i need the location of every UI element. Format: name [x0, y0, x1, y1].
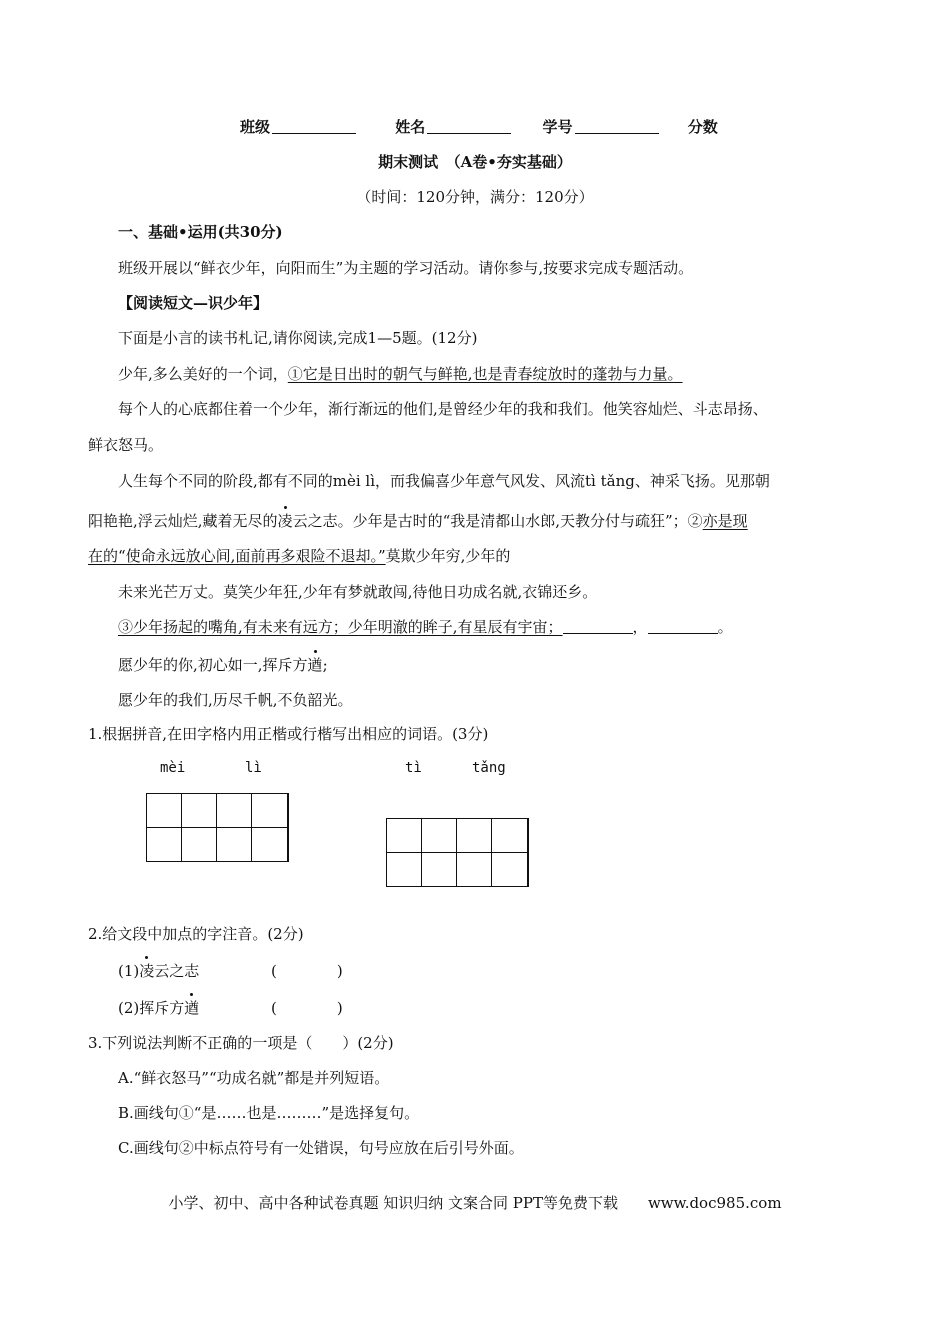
underlined-sentence-2: 亦是现: [702, 512, 748, 530]
q2-answer-1[interactable]: ( ): [271, 962, 343, 980]
id-blank[interactable]: [575, 117, 659, 134]
passage-text: ，: [632, 618, 648, 636]
passage-text: 莫欺少年穷,少年的: [385, 547, 511, 565]
passage-line-2: 每个人的心底都住着一个少年，渐行渐远的他们,是曾经少年的我和我们。他笑容灿烂、斗志昂扬、: [118, 400, 768, 418]
passage-line-9: [118, 655, 328, 675]
q3-option-c: C.画线句②中标点符号有一处错误，句号应放在后引号外面。: [118, 1139, 524, 1157]
question-3: 3.下列说法判断不正确的一项是（ ）(2分): [88, 1034, 394, 1052]
q3-option-a: A.“鲜衣怒马”“功成名就”都是并列短语。: [118, 1069, 390, 1087]
item-text: (2)挥斥方: [118, 999, 185, 1017]
grid-cell[interactable]: [251, 793, 288, 828]
passage-line-7: 未来光芒万丈。莫笑少年狂,少年有梦就敢闯,待他日功成名就,衣锦还乡。: [118, 583, 598, 601]
sub-heading: 【阅读短文—识少年】: [118, 294, 269, 312]
passage-text: 。: [717, 618, 733, 636]
grid-cell[interactable]: [456, 818, 492, 853]
writing-grid-2[interactable]: [386, 818, 529, 887]
grid-cell[interactable]: [216, 793, 252, 828]
grid-cell[interactable]: [146, 793, 182, 828]
dotted-char: 遒: [307, 656, 323, 674]
passage-line-6: [88, 546, 510, 566]
task-text: 下面是小言的读书札记,请你阅读,完成1—5题。(12分): [118, 329, 478, 347]
passage-text: 阳艳艳,浮云灿烂,藏着无尽的: [88, 512, 278, 530]
grid-cell[interactable]: [216, 827, 252, 862]
class-blank[interactable]: [272, 117, 356, 134]
passage-line-4: 人生每个不同的阶段,都有不同的mèi lì，而我偏喜少年意气风发、风流tì tǎng、神采飞扬。见那朝: [118, 472, 770, 490]
passage-text: 少年,多么美好的一个词，: [118, 365, 288, 383]
question-2: 2.给文段中加点的字注音。(2分): [88, 925, 304, 943]
name-blank[interactable]: [427, 117, 511, 134]
q2-answer-2[interactable]: ( ): [271, 999, 343, 1017]
passage-text: ;: [322, 656, 328, 674]
dotted-char: 凌: [277, 512, 293, 530]
dotted-char: 遒: [184, 999, 200, 1017]
grid-cell[interactable]: [421, 852, 457, 887]
item-text: 云之志: [154, 962, 200, 980]
underlined-sentence-1: ①它是日出时的朝气与鲜艳,也是青春绽放时的蓬勃与力量。: [287, 365, 683, 383]
pinyin-li: lì: [245, 760, 262, 776]
passage-text: 云之志。少年是古时的“我是清都山水郎,天教分付与疏狂”；②: [292, 512, 703, 530]
page-title: 期末测试 （A卷•夯实基础）: [378, 153, 572, 171]
fill-blank-1[interactable]: [563, 617, 633, 634]
grid-cell[interactable]: [421, 818, 457, 853]
pinyin-mei: mèi: [160, 760, 186, 776]
q2-item-2: [118, 998, 199, 1018]
grid-cell[interactable]: [386, 852, 422, 887]
dotted-char: 凌: [139, 962, 155, 980]
score-label: 分数: [687, 118, 718, 136]
grid-cell[interactable]: [146, 827, 182, 862]
passage-line-8: [118, 617, 733, 637]
id-label: 学号: [542, 118, 573, 136]
underlined-sentence-2-cont: 在的“使命永远放心间,面前再多艰险不退却。”: [88, 547, 386, 565]
passage-line-1: [118, 364, 683, 384]
q2-item-1: [118, 961, 199, 981]
page-footer: 小学、初中、高中各种试卷真题 知识归纳 文案合同 PPT等免费下载 www.doc985.com: [168, 1194, 782, 1212]
grid-cell[interactable]: [456, 852, 492, 887]
section-intro: 班级开展以“鲜衣少年，向阳而生”为主题的学习活动。请你参与,按要求完成专题活动。: [118, 259, 694, 277]
q3-option-b: B.画线句①“是……也是………”是选择复句。: [118, 1104, 420, 1122]
class-label: 班级: [240, 118, 271, 136]
passage-text: 愿少年的你,初心如一,挥斥方: [118, 656, 308, 674]
grid-cell[interactable]: [491, 852, 528, 887]
question-1: 1.根据拼音,在田字格内用正楷或行楷写出相应的词语。(3分): [88, 725, 489, 743]
passage-line-3: 鲜衣怒马。: [88, 436, 164, 454]
name-label: 姓名: [395, 118, 426, 136]
section-heading: 一、基础•运用(共30分): [118, 223, 283, 241]
passage-line-10: 愿少年的我们,历尽千帆,不负韶光。: [118, 691, 353, 709]
grid-cell[interactable]: [181, 793, 217, 828]
grid-cell[interactable]: [491, 818, 528, 853]
page-subtitle: （时间：120分钟，满分：120分）: [356, 188, 594, 206]
item-number: (1): [118, 962, 140, 980]
grid-cell[interactable]: [181, 827, 217, 862]
passage-line-5: [88, 511, 748, 531]
pinyin-ti: tì: [405, 760, 422, 776]
pinyin-tang: tǎng: [472, 760, 506, 776]
underlined-sentence-3: ③少年扬起的嘴角,有未来有远方；少年明澈的眸子,有星辰有宇宙；: [118, 618, 563, 636]
writing-grid-1[interactable]: [146, 793, 289, 862]
header-fields: [240, 117, 718, 137]
grid-cell[interactable]: [386, 818, 422, 853]
grid-cell[interactable]: [251, 827, 288, 862]
fill-blank-2[interactable]: [648, 617, 718, 634]
